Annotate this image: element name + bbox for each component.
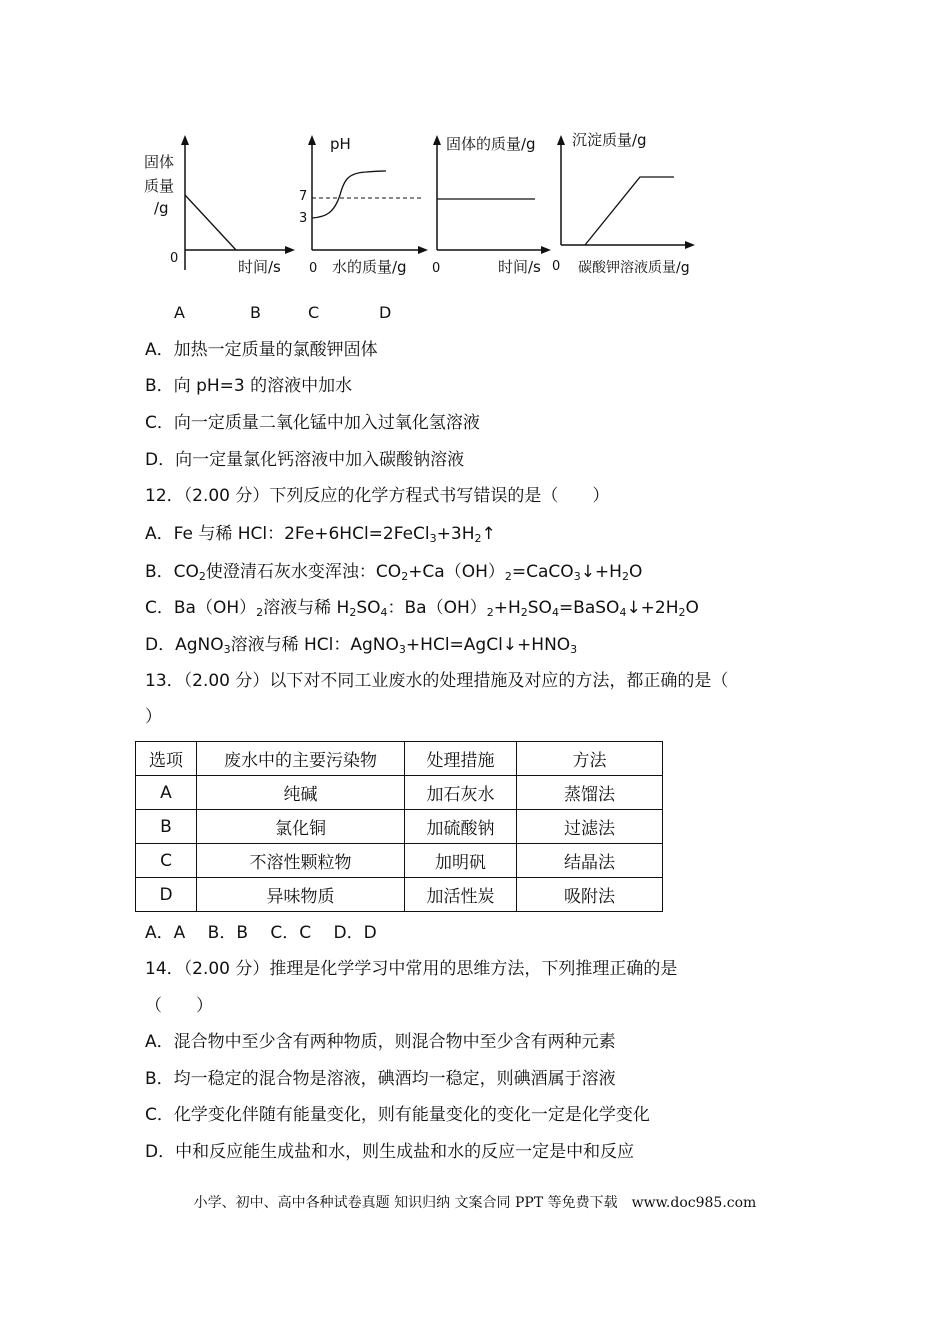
q12-stem: 12．（2.00 分）下列反应的化学方程式书写错误的是（ ） [145, 486, 610, 506]
table-cell: A [136, 776, 197, 810]
q11-option-a: A．加热一定质量的氯酸钾固体 [145, 340, 378, 360]
table-cell: 异味物质 [197, 878, 405, 912]
q14-option-b: B．均一稳定的混合物是溶液，碘酒均一稳定，则碘酒属于溶液 [145, 1069, 616, 1089]
graph-b-tick-7: 7 [299, 189, 308, 204]
q14-option-d: D．中和反应能生成盐和水，则生成盐和水的反应一定是中和反应 [145, 1142, 635, 1162]
graph-a [138, 125, 298, 280]
graph-b-tick-3: 3 [299, 211, 308, 226]
q12-option-a: A．Fe 与稀 HCl：$2Fe+6HCl=2FeCl_3+3H_2↑$ [145, 524, 496, 545]
table-header-cell: 选项 [136, 742, 197, 776]
q11-option-d: D．向一定量氯化钙溶液中加入碳酸钠溶液 [145, 450, 465, 470]
graph-b-origin: 0 [309, 261, 318, 276]
graph-c-origin: 0 [432, 261, 441, 276]
q12-option-d: D．AgNO$_3$溶液与稀 HCl：$AgNO_3+HCl=AgCl↓+HNO_3$ [145, 635, 578, 656]
table-cell: 过滤法 [517, 810, 663, 844]
table-cell: 纯碱 [197, 776, 405, 810]
q12-option-c: C．$Ba(OH)_2$溶液与稀 $H_2SO_4$：$Ba(OH)_2+H_2SO_4=BaSO_4↓+2H_2O$ [145, 598, 699, 619]
graph-c-xlabel: 时间/s [498, 258, 541, 276]
graph-d [548, 125, 708, 280]
q13-table [135, 741, 663, 912]
q14-option-c: C．化学变化伴随有能量变化，则有能量变化的变化一定是化学变化 [145, 1105, 650, 1125]
table-row [136, 810, 663, 844]
graph-a-origin: 0 [170, 251, 179, 266]
page-footer: 小学、初中、高中各种试卷真题 知识归纳 文案合同 PPT 等免费下载 www.doc985.com [193, 1195, 757, 1211]
graph-a-ylabel-2: 质量 [144, 177, 175, 195]
table-cell: 蒸馏法 [517, 776, 663, 810]
table-cell: 加明矾 [405, 844, 517, 878]
table-row [136, 776, 663, 810]
graph-a-xlabel: 时间/s [238, 258, 281, 276]
graph-caption-b: B [250, 303, 261, 322]
table-cell: 氯化铜 [197, 810, 405, 844]
q11-option-b: B．向 pH=3 的溶液中加水 [145, 376, 353, 396]
graph-b-ylabel: pH [330, 135, 351, 153]
q11-option-c: C．向一定质量二氧化锰中加入过氧化氢溶液 [145, 413, 480, 433]
table-header-row [136, 742, 663, 776]
table-cell: 不溶性颗粒物 [197, 844, 405, 878]
graph-d-ylabel: 沉淀质量/g [572, 131, 647, 149]
graph-caption-d: D [379, 303, 392, 322]
table-header-cell: 处理措施 [405, 742, 517, 776]
graph-caption-a: A [174, 303, 185, 322]
graph-a-ylabel-1: 固体 [144, 153, 175, 171]
graph-a-ylabel-3: /g [154, 199, 169, 217]
graph-c-ylabel: 固体的质量/g [446, 135, 536, 153]
table-row [136, 844, 663, 878]
table-cell: D [136, 878, 197, 912]
q13-stem-1: 13．（2.00 分）以下对不同工业废水的处理措施及对应的方法，都正确的是（ [145, 671, 729, 691]
table-header-cell: 废水中的主要污染物 [197, 742, 405, 776]
table-cell: C [136, 844, 197, 878]
table-cell: 加硫酸钠 [405, 810, 517, 844]
table-header-cell: 方法 [517, 742, 663, 776]
q12-option-b: B．$CO_2$使澄清石灰水变浑浊：$CO_2+Ca(OH)_2=CaCO_3↓+H_2O$ [145, 562, 643, 583]
graph-caption-c: C [308, 303, 320, 322]
graph-d-xlabel: 碳酸钾溶液质量/g [578, 260, 690, 276]
graph-b-xlabel: 水的质量/g [332, 258, 407, 276]
q14-option-a: A．混合物中至少含有两种物质，则混合物中至少含有两种元素 [145, 1032, 616, 1052]
table-row [136, 878, 663, 912]
q13-stem-2: ） [145, 707, 162, 727]
table-cell: B [136, 810, 197, 844]
table-cell: 结晶法 [517, 844, 663, 878]
table-cell: 加石灰水 [405, 776, 517, 810]
q14-stem-2: （ ） [145, 996, 213, 1016]
table-cell: 吸附法 [517, 878, 663, 912]
graph-c [426, 125, 556, 280]
graph-d-origin: 0 [552, 259, 561, 274]
table-cell: 加活性炭 [405, 878, 517, 912]
graph-b [296, 125, 436, 280]
q14-stem-1: 14．（2.00 分）推理是化学学习中常用的思维方法，下列推理正确的是 [145, 959, 678, 979]
q13-options: A．A B．B C．C D．D [145, 923, 377, 943]
